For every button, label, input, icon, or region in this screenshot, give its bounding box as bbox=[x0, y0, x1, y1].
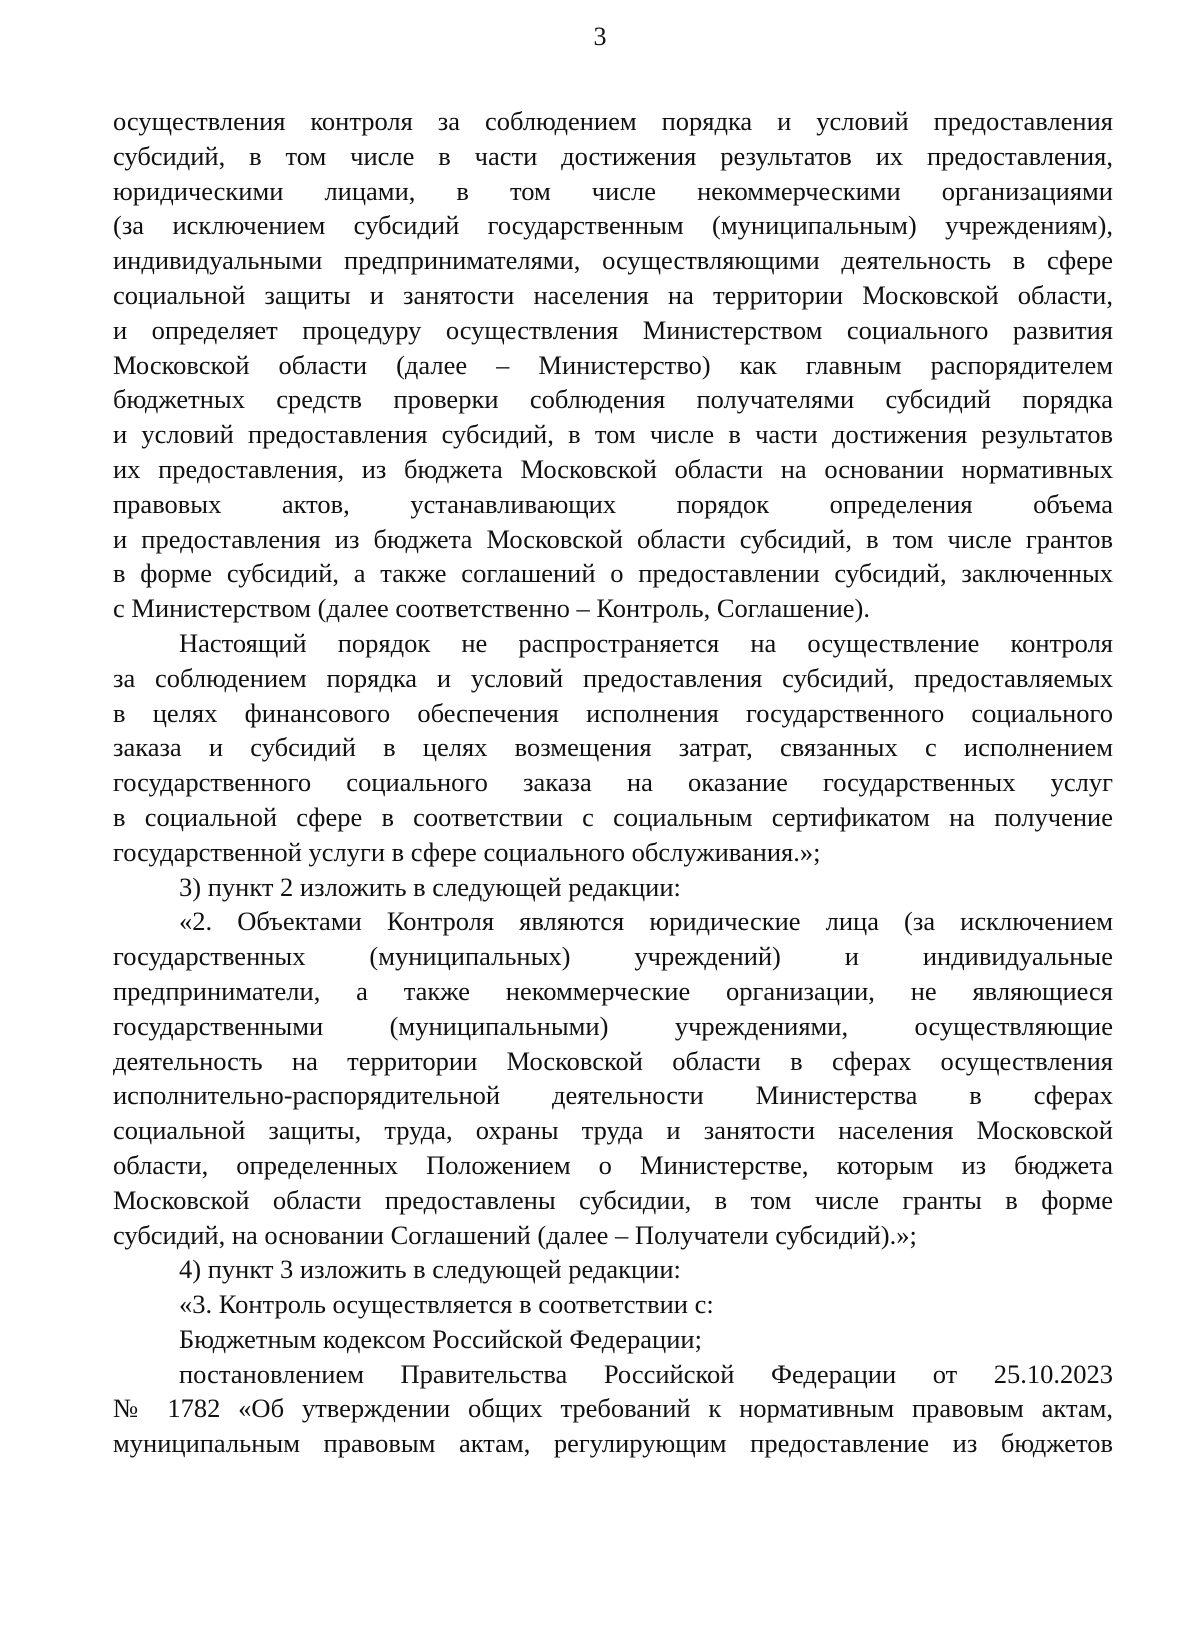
paragraph bbox=[113, 1287, 1113, 1322]
text-line: Московской области предоставлены субсидии, в том числе гранты в форме bbox=[113, 1184, 1113, 1215]
text-line: в целях финансового обеспечения исполнения государственного социального bbox=[113, 697, 1113, 728]
text-line: государственного социального заказа на оказание государственных услуг bbox=[113, 767, 1113, 798]
paragraph bbox=[113, 870, 1113, 905]
paragraph bbox=[113, 904, 1113, 1252]
text-line: деятельность на территории Московской области в сферах осуществления bbox=[113, 1045, 1113, 1076]
text-line: и условий предоставления субсидий, в том числе в части достижения результатов bbox=[113, 419, 1113, 450]
text-line: осуществления контроля за соблюдением порядка и условий предоставления bbox=[113, 106, 1113, 136]
paragraph bbox=[113, 104, 1113, 626]
text-line: исполнительно-распорядительной деятельности Министерства в сферах bbox=[113, 1080, 1113, 1111]
text-line: субсидий, на основании Соглашений (далее – Получатели субсидий).»; bbox=[113, 1219, 917, 1250]
text-line: в социальной сфере в соответствии с социальным сертификатом на получение bbox=[113, 801, 1113, 832]
text-line: «2. Объектами Контроля являются юридические лица (за исключением bbox=[179, 906, 1113, 937]
paragraph bbox=[113, 626, 1113, 870]
text-line: за соблюдением порядка и условий предоставления субсидий, предоставляемых bbox=[113, 662, 1113, 693]
text-line: предприниматели, а также некоммерческие организации, не являющиеся bbox=[113, 975, 1113, 1006]
paragraph bbox=[113, 1357, 1113, 1461]
text-line: субсидий, в том числе в части достижения результатов их предоставления, bbox=[113, 140, 1113, 171]
paragraph bbox=[113, 1322, 1113, 1357]
page-number: 3 bbox=[593, 22, 607, 51]
text-line: правовых актов, устанавливающих порядок определения объема bbox=[113, 488, 1113, 519]
text-line: области, определенных Положением о Министерстве, которым из бюджета bbox=[113, 1149, 1113, 1180]
text-line: и определяет процедуру осуществления Министерством социального развития bbox=[113, 314, 1113, 345]
text-line: индивидуальными предпринимателями, осуществляющими деятельность в сфере bbox=[113, 245, 1113, 276]
text-line: Бюджетным кодексом Российской Федерации; bbox=[179, 1323, 702, 1354]
text-line: 3) пункт 2 изложить в следующей редакции: bbox=[179, 871, 681, 902]
text-line: постановлением Правительства Российской Федерации от 25.10.2023 bbox=[179, 1358, 1113, 1389]
text-line: (за исключением субсидий государственным (муниципальным) учреждениям), bbox=[113, 210, 1113, 241]
text-line: 4) пункт 3 изложить в следующей редакции: bbox=[179, 1254, 681, 1285]
text-line: Московской области (далее – Министерство) как главным распорядителем bbox=[113, 349, 1113, 380]
text-line: с Министерством (далее соответственно – Контроль, Соглашение). bbox=[113, 593, 871, 624]
paragraph bbox=[113, 1252, 1113, 1287]
text-line: «3. Контроль осуществляется в соответствии с: bbox=[179, 1289, 714, 1320]
text-line: и предоставления из бюджета Московской области субсидий, в том числе грантов bbox=[113, 523, 1113, 554]
text-line: их предоставления, из бюджета Московской области на основании нормативных bbox=[113, 453, 1113, 484]
text-line: заказа и субсидий в целях возмещения затрат, связанных с исполнением bbox=[113, 732, 1113, 763]
text-line: государственных (муниципальных) учреждений) и индивидуальные bbox=[113, 941, 1113, 972]
text-line: муниципальным правовым актам, регулирующим предоставление из бюджетов bbox=[113, 1428, 1113, 1459]
document-body bbox=[113, 104, 1113, 1461]
text-line: государственными (муниципальными) учреждениями, осуществляющие bbox=[113, 1010, 1113, 1041]
text-line: в форме субсидий, а также соглашений о предоставлении субсидий, заключенных bbox=[113, 558, 1113, 589]
text-line: социальной защиты, труда, охраны труда и занятости населения Московской bbox=[113, 1115, 1113, 1146]
text-line: Настоящий порядок не распространяется на осуществление контроля bbox=[179, 627, 1113, 658]
text-line: юридическими лицами, в том числе некоммерческими организациями bbox=[113, 175, 1113, 206]
text-line: бюджетных средств проверки соблюдения получателями субсидий порядка bbox=[113, 384, 1113, 415]
text-line: государственной услуги в сфере социального обслуживания.»; bbox=[113, 836, 821, 867]
text-line: № 1782 «Об утверждении общих требований к нормативным правовым актам, bbox=[113, 1393, 1113, 1424]
text-line: социальной защиты и занятости населения на территории Московской области, bbox=[113, 279, 1113, 310]
